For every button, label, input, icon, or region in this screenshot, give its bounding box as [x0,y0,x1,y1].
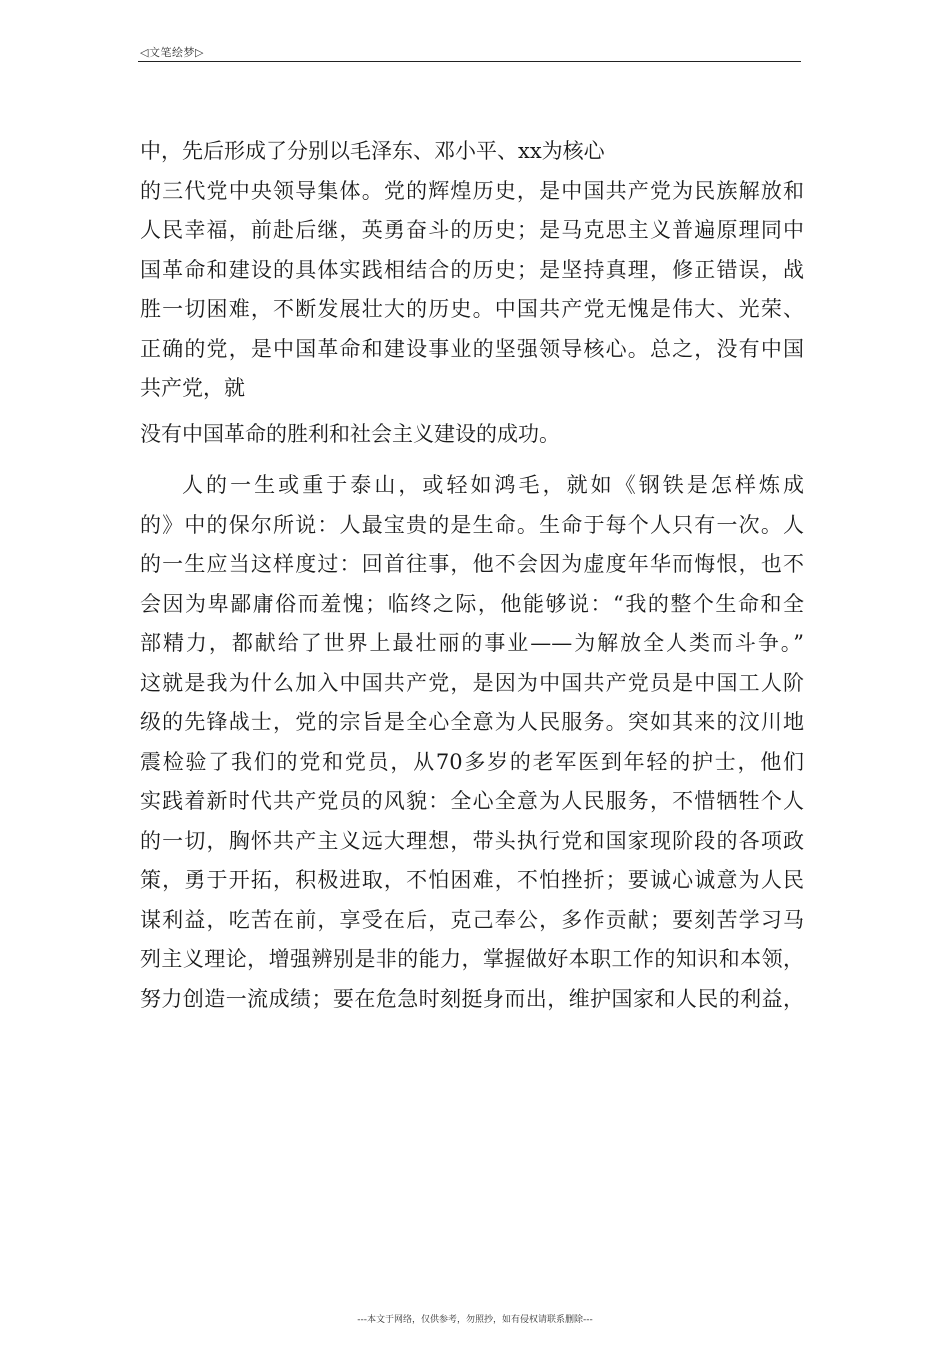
text-line: 努力创造一流成绩；要在危急时刻挺身而出，维护国家和人民的利益， [140,986,804,1011]
text-line: 谋利益，吃苦在前，享受在后，克己奉公，多作贡献；要刻苦学习马 [140,907,804,932]
text-line: 会因为卑鄙庸俗而羞愧；临终之际，他能够说：“我的整个生命和全 [140,591,804,616]
text-line: 的三代党中央领导集体。党的辉煌历史，是中国共产党为民族解放和 [140,178,804,203]
page-header: ◁文笔绘梦▷ [140,46,204,59]
text-line: 国革命和建设的具体实践相结合的历史；是坚持真理，修正错误，战 [140,257,804,282]
text-line: 实践着新时代共产党员的风貌：全心全意为人民服务，不惜牺牲个人 [140,789,804,813]
text-line: 正确的党，是中国革命和建设事业的坚强领导核心。总之，没有中国 [140,336,804,361]
text-line: 的一生应当这样度过：回首往事，他不会因为虚度年华而悔恨，也不 [140,552,804,576]
text-line: 共产党，就 [140,376,245,400]
text-line: 震检验了我们的党和党员，从70多岁的老军医到年轻的护士，他们 [140,749,804,774]
text-line: 这就是我为什么加入中国共产党，是因为中国共产党员是中国工人阶 [140,670,804,695]
text-line: 胜一切困难，不断发展壮大的历史。中国共产党无愧是伟大、光荣、 [140,297,804,321]
paragraph-start-line: 人的一生或重于泰山，或轻如鸿毛，就如《钢铁是怎样炼成 [182,473,804,497]
text-line: 策，勇于开拓，积极进取，不怕困难，不怕挫折；要诚心诚意为人民 [140,868,804,892]
text-line: 中，先后形成了分别以毛泽东、邓小平、xx为核心 [140,139,605,163]
text-line: 级的先锋战士，党的宗旨是全心全意为人民服务。突如其来的汶川地 [140,710,804,734]
text-line: 没有中国革命的胜利和社会主义建设的成功。 [140,421,560,446]
text-line: 的》中的保尔所说：人最宝贵的是生命。生命于每个人只有一次。人 [140,512,804,537]
header-divider [138,61,801,62]
page-footer: ---本文于网络，仅供参考，勿照抄，如有侵权请联系删除--- [357,1315,593,1325]
text-line: 的一切，胸怀共产主义远大理想，带头执行党和国家现阶段的各项政 [140,828,804,853]
text-line: 列主义理论，增强辨别是非的能力，掌握做好本职工作的知识和本领， [140,947,804,971]
document-body [140,132,804,1019]
text-line: 部精力，都献给了世界上最壮丽的事业——为解放全人类而斗争。” [140,631,804,655]
text-line: 人民幸福，前赴后继，英勇奋斗的历史；是马克思主义普遍原理同中 [140,218,804,242]
